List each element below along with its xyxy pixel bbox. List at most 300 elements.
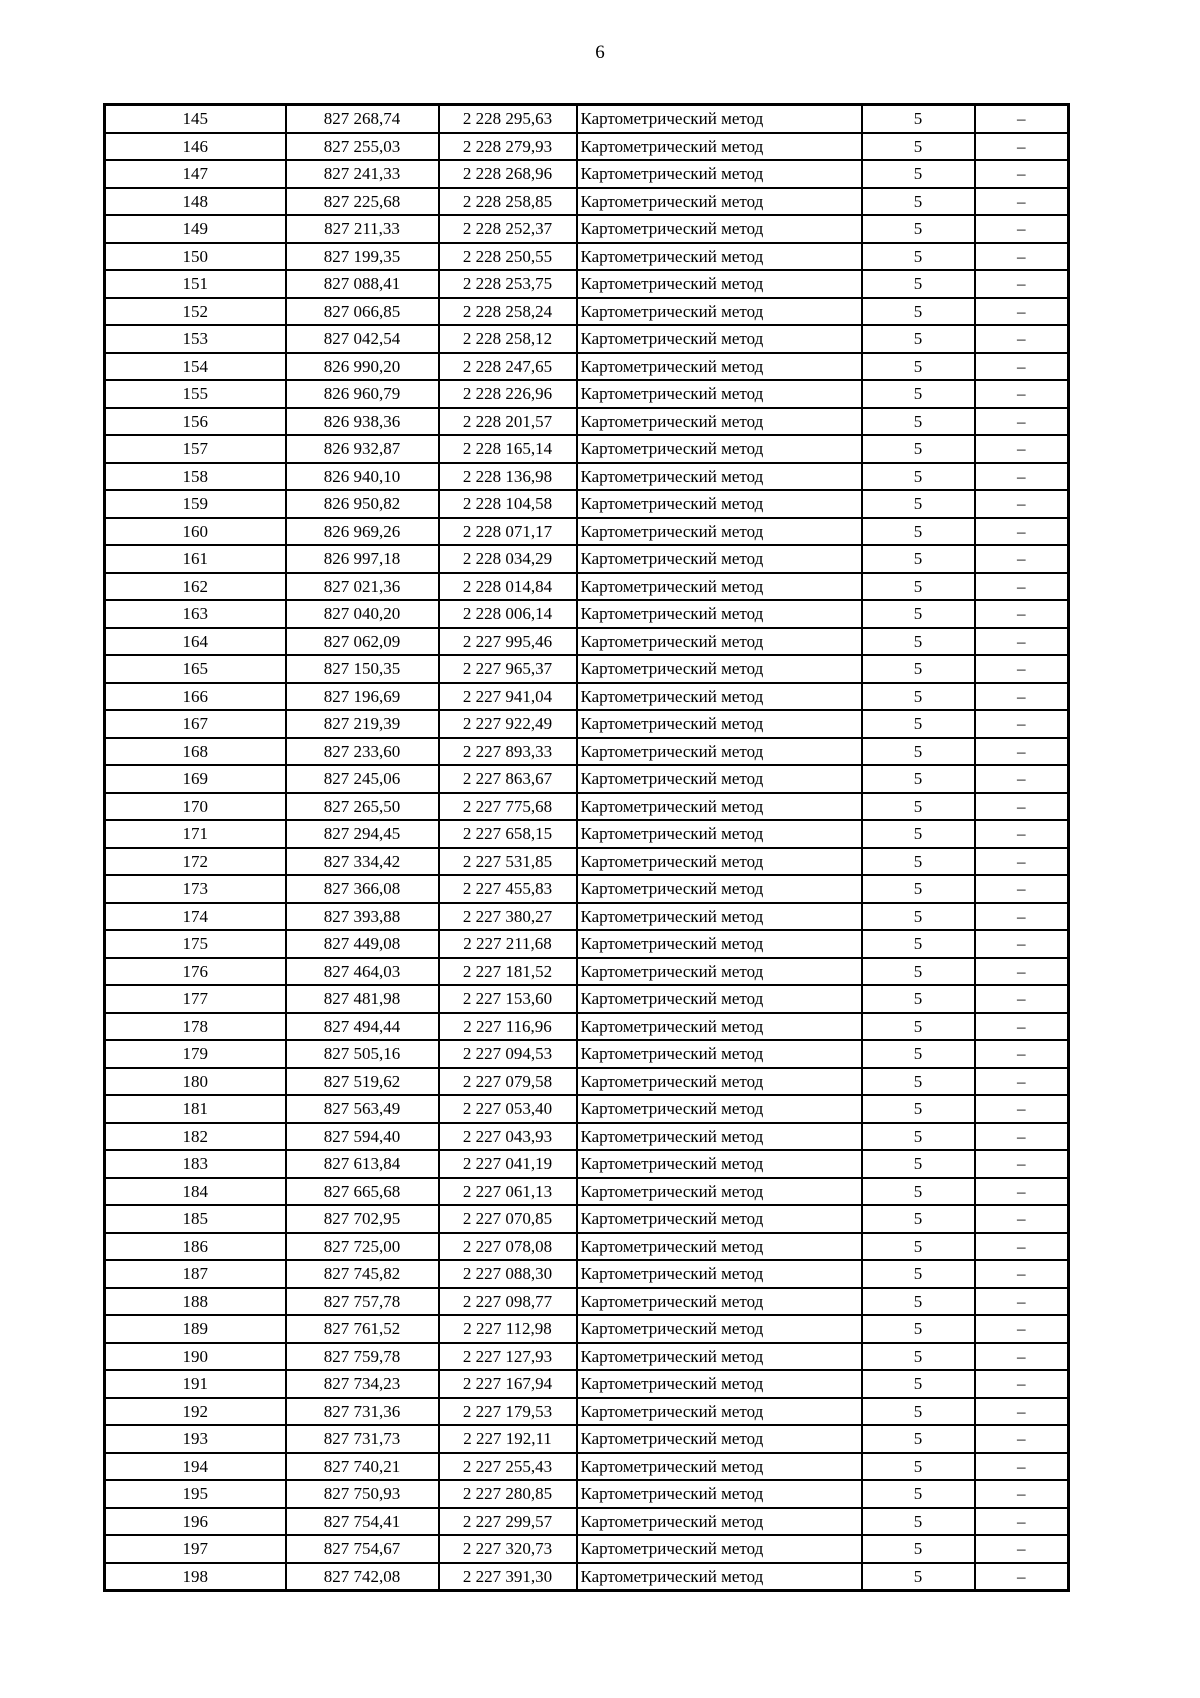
point-number-cell: 183 (105, 1150, 286, 1178)
description-cell: – (975, 1425, 1069, 1453)
precision-cell: 5 (862, 1315, 975, 1343)
method-cell: Картометрический метод (577, 985, 862, 1013)
precision-cell: 5 (862, 765, 975, 793)
y-coordinate-cell: 2 227 380,27 (439, 903, 577, 931)
point-number-cell: 180 (105, 1068, 286, 1096)
point-number-cell: 156 (105, 408, 286, 436)
description-cell: – (975, 463, 1069, 491)
page-number: 6 (595, 42, 605, 63)
y-coordinate-cell: 2 227 088,30 (439, 1260, 577, 1288)
x-coordinate-cell: 827 519,62 (286, 1068, 439, 1096)
precision-cell: 5 (862, 105, 975, 133)
table-row (105, 1480, 1069, 1508)
point-number-cell: 167 (105, 710, 286, 738)
method-cell: Картометрический метод (577, 133, 862, 161)
x-coordinate-cell: 827 366,08 (286, 875, 439, 903)
description-cell: – (975, 903, 1069, 931)
precision-cell: 5 (862, 683, 975, 711)
y-coordinate-cell: 2 227 094,53 (439, 1040, 577, 1068)
precision-cell: 5 (862, 1343, 975, 1371)
description-cell: – (975, 765, 1069, 793)
method-cell: Картометрический метод (577, 188, 862, 216)
description-cell: – (975, 1288, 1069, 1316)
y-coordinate-cell: 2 228 279,93 (439, 133, 577, 161)
description-cell: – (975, 958, 1069, 986)
point-number-cell: 161 (105, 545, 286, 573)
method-cell: Картометрический метод (577, 903, 862, 931)
description-cell: – (975, 738, 1069, 766)
y-coordinate-cell: 2 227 041,19 (439, 1150, 577, 1178)
description-cell: – (975, 1343, 1069, 1371)
description-cell: – (975, 133, 1069, 161)
description-cell: – (975, 380, 1069, 408)
x-coordinate-cell: 826 969,26 (286, 518, 439, 546)
point-number-cell: 182 (105, 1123, 286, 1151)
y-coordinate-cell: 2 227 455,83 (439, 875, 577, 903)
precision-cell: 5 (862, 738, 975, 766)
y-coordinate-cell: 2 227 078,08 (439, 1233, 577, 1261)
point-number-cell: 146 (105, 133, 286, 161)
table-row (105, 1040, 1069, 1068)
table-row (105, 518, 1069, 546)
table-row (105, 1370, 1069, 1398)
y-coordinate-cell: 2 227 167,94 (439, 1370, 577, 1398)
method-cell: Картометрический метод (577, 1123, 862, 1151)
y-coordinate-cell: 2 228 226,96 (439, 380, 577, 408)
method-cell: Картометрический метод (577, 1343, 862, 1371)
point-number-cell: 162 (105, 573, 286, 601)
method-cell: Картометрический метод (577, 380, 862, 408)
x-coordinate-cell: 827 245,06 (286, 765, 439, 793)
precision-cell: 5 (862, 875, 975, 903)
table-row (105, 215, 1069, 243)
x-coordinate-cell: 827 745,82 (286, 1260, 439, 1288)
point-number-cell: 158 (105, 463, 286, 491)
table-row (105, 628, 1069, 656)
description-cell: – (975, 518, 1069, 546)
precision-cell: 5 (862, 930, 975, 958)
x-coordinate-cell: 827 294,45 (286, 820, 439, 848)
y-coordinate-cell: 2 227 299,57 (439, 1508, 577, 1536)
method-cell: Картометрический метод (577, 930, 862, 958)
method-cell: Картометрический метод (577, 848, 862, 876)
description-cell: – (975, 930, 1069, 958)
x-coordinate-cell: 827 754,41 (286, 1508, 439, 1536)
method-cell: Картометрический метод (577, 518, 862, 546)
table-row (105, 408, 1069, 436)
point-number-cell: 176 (105, 958, 286, 986)
point-number-cell: 159 (105, 490, 286, 518)
precision-cell: 5 (862, 600, 975, 628)
description-cell: – (975, 710, 1069, 738)
point-number-cell: 178 (105, 1013, 286, 1041)
point-number-cell: 160 (105, 518, 286, 546)
point-number-cell: 170 (105, 793, 286, 821)
y-coordinate-cell: 2 227 965,37 (439, 655, 577, 683)
x-coordinate-cell: 827 255,03 (286, 133, 439, 161)
y-coordinate-cell: 2 227 153,60 (439, 985, 577, 1013)
method-cell: Картометрический метод (577, 1013, 862, 1041)
table-row (105, 1453, 1069, 1481)
precision-cell: 5 (862, 188, 975, 216)
precision-cell: 5 (862, 1040, 975, 1068)
table-row (105, 1233, 1069, 1261)
table-row (105, 875, 1069, 903)
y-coordinate-cell: 2 227 079,58 (439, 1068, 577, 1096)
x-coordinate-cell: 827 225,68 (286, 188, 439, 216)
x-coordinate-cell: 827 464,03 (286, 958, 439, 986)
y-coordinate-cell: 2 227 112,98 (439, 1315, 577, 1343)
y-coordinate-cell: 2 228 258,85 (439, 188, 577, 216)
method-cell: Картометрический метод (577, 490, 862, 518)
table-row (105, 710, 1069, 738)
description-cell: – (975, 1068, 1069, 1096)
x-coordinate-cell: 827 759,78 (286, 1343, 439, 1371)
y-coordinate-cell: 2 228 104,58 (439, 490, 577, 518)
precision-cell: 5 (862, 545, 975, 573)
method-cell: Картометрический метод (577, 628, 862, 656)
precision-cell: 5 (862, 133, 975, 161)
description-cell: – (975, 353, 1069, 381)
precision-cell: 5 (862, 1288, 975, 1316)
point-number-cell: 194 (105, 1453, 286, 1481)
precision-cell: 5 (862, 958, 975, 986)
precision-cell: 5 (862, 1425, 975, 1453)
method-cell: Картометрический метод (577, 710, 862, 738)
method-cell: Картометрический метод (577, 435, 862, 463)
y-coordinate-cell: 2 227 995,46 (439, 628, 577, 656)
point-number-cell: 169 (105, 765, 286, 793)
y-coordinate-cell: 2 228 250,55 (439, 243, 577, 271)
precision-cell: 5 (862, 1123, 975, 1151)
precision-cell: 5 (862, 243, 975, 271)
x-coordinate-cell: 827 219,39 (286, 710, 439, 738)
point-number-cell: 184 (105, 1178, 286, 1206)
precision-cell: 5 (862, 435, 975, 463)
description-cell: – (975, 325, 1069, 353)
method-cell: Картометрический метод (577, 793, 862, 821)
x-coordinate-cell: 827 725,00 (286, 1233, 439, 1261)
y-coordinate-cell: 2 227 863,67 (439, 765, 577, 793)
x-coordinate-cell: 827 150,35 (286, 655, 439, 683)
point-number-cell: 174 (105, 903, 286, 931)
table-row (105, 133, 1069, 161)
method-cell: Картометрический метод (577, 573, 862, 601)
description-cell: – (975, 1150, 1069, 1178)
precision-cell: 5 (862, 1453, 975, 1481)
y-coordinate-cell: 2 228 252,37 (439, 215, 577, 243)
description-cell: – (975, 1398, 1069, 1426)
precision-cell: 5 (862, 655, 975, 683)
method-cell: Картометрический метод (577, 958, 862, 986)
x-coordinate-cell: 827 062,09 (286, 628, 439, 656)
precision-cell: 5 (862, 1480, 975, 1508)
x-coordinate-cell: 827 211,33 (286, 215, 439, 243)
x-coordinate-cell: 827 233,60 (286, 738, 439, 766)
point-number-cell: 181 (105, 1095, 286, 1123)
x-coordinate-cell: 826 990,20 (286, 353, 439, 381)
x-coordinate-cell: 827 754,67 (286, 1535, 439, 1563)
x-coordinate-cell: 827 199,35 (286, 243, 439, 271)
method-cell: Картометрический метод (577, 298, 862, 326)
precision-cell: 5 (862, 463, 975, 491)
point-number-cell: 191 (105, 1370, 286, 1398)
x-coordinate-cell: 826 997,18 (286, 545, 439, 573)
x-coordinate-cell: 827 241,33 (286, 160, 439, 188)
method-cell: Картометрический метод (577, 738, 862, 766)
description-cell: – (975, 160, 1069, 188)
description-cell: – (975, 600, 1069, 628)
precision-cell: 5 (862, 1178, 975, 1206)
method-cell: Картометрический метод (577, 683, 862, 711)
y-coordinate-cell: 2 227 192,11 (439, 1425, 577, 1453)
table-row (105, 380, 1069, 408)
table-row (105, 188, 1069, 216)
description-cell: – (975, 1123, 1069, 1151)
method-cell: Картометрический метод (577, 1233, 862, 1261)
x-coordinate-cell: 827 449,08 (286, 930, 439, 958)
method-cell: Картометрический метод (577, 1370, 862, 1398)
point-number-cell: 175 (105, 930, 286, 958)
point-number-cell: 190 (105, 1343, 286, 1371)
table-row (105, 1563, 1069, 1591)
y-coordinate-cell: 2 227 070,85 (439, 1205, 577, 1233)
table-row (105, 1095, 1069, 1123)
method-cell: Картометрический метод (577, 353, 862, 381)
y-coordinate-cell: 2 227 116,96 (439, 1013, 577, 1041)
precision-cell: 5 (862, 1205, 975, 1233)
method-cell: Картометрический метод (577, 408, 862, 436)
precision-cell: 5 (862, 1013, 975, 1041)
point-number-cell: 165 (105, 655, 286, 683)
table-row (105, 1178, 1069, 1206)
method-cell: Картометрический метод (577, 655, 862, 683)
table-row (105, 765, 1069, 793)
precision-cell: 5 (862, 1563, 975, 1591)
x-coordinate-cell: 826 960,79 (286, 380, 439, 408)
point-number-cell: 196 (105, 1508, 286, 1536)
x-coordinate-cell: 827 613,84 (286, 1150, 439, 1178)
table-row (105, 1343, 1069, 1371)
point-number-cell: 164 (105, 628, 286, 656)
x-coordinate-cell: 827 702,95 (286, 1205, 439, 1233)
x-coordinate-cell: 827 594,40 (286, 1123, 439, 1151)
x-coordinate-cell: 827 740,21 (286, 1453, 439, 1481)
y-coordinate-cell: 2 228 258,24 (439, 298, 577, 326)
point-number-cell: 186 (105, 1233, 286, 1261)
point-number-cell: 179 (105, 1040, 286, 1068)
table-row (105, 243, 1069, 271)
precision-cell: 5 (862, 518, 975, 546)
table-row (105, 545, 1069, 573)
table-row (105, 573, 1069, 601)
x-coordinate-cell: 827 505,16 (286, 1040, 439, 1068)
point-number-cell: 173 (105, 875, 286, 903)
y-coordinate-cell: 2 227 127,93 (439, 1343, 577, 1371)
point-number-cell: 168 (105, 738, 286, 766)
description-cell: – (975, 188, 1069, 216)
table-row (105, 1398, 1069, 1426)
y-coordinate-cell: 2 227 320,73 (439, 1535, 577, 1563)
x-coordinate-cell: 827 731,36 (286, 1398, 439, 1426)
description-cell: – (975, 1453, 1069, 1481)
description-cell: – (975, 270, 1069, 298)
y-coordinate-cell: 2 227 391,30 (439, 1563, 577, 1591)
x-coordinate-cell: 827 066,85 (286, 298, 439, 326)
table-row (105, 738, 1069, 766)
description-cell: – (975, 985, 1069, 1013)
description-cell: – (975, 298, 1069, 326)
x-coordinate-cell: 827 481,98 (286, 985, 439, 1013)
table-row (105, 958, 1069, 986)
description-cell: – (975, 435, 1069, 463)
x-coordinate-cell: 827 393,88 (286, 903, 439, 931)
table-row (105, 1260, 1069, 1288)
y-coordinate-cell: 2 228 136,98 (439, 463, 577, 491)
table-row (105, 435, 1069, 463)
method-cell: Картометрический метод (577, 1315, 862, 1343)
x-coordinate-cell: 827 268,74 (286, 105, 439, 133)
y-coordinate-cell: 2 228 006,14 (439, 600, 577, 628)
point-number-cell: 198 (105, 1563, 286, 1591)
precision-cell: 5 (862, 793, 975, 821)
point-number-cell: 188 (105, 1288, 286, 1316)
point-number-cell: 157 (105, 435, 286, 463)
method-cell: Картометрический метод (577, 1425, 862, 1453)
table-row (105, 985, 1069, 1013)
point-number-cell: 149 (105, 215, 286, 243)
point-number-cell: 197 (105, 1535, 286, 1563)
precision-cell: 5 (862, 1260, 975, 1288)
description-cell: – (975, 243, 1069, 271)
precision-cell: 5 (862, 1398, 975, 1426)
precision-cell: 5 (862, 325, 975, 353)
method-cell: Картометрический метод (577, 1260, 862, 1288)
precision-cell: 5 (862, 380, 975, 408)
x-coordinate-cell: 827 563,49 (286, 1095, 439, 1123)
method-cell: Картометрический метод (577, 1150, 862, 1178)
x-coordinate-cell: 827 265,50 (286, 793, 439, 821)
method-cell: Картометрический метод (577, 1178, 862, 1206)
method-cell: Картометрический метод (577, 820, 862, 848)
description-cell: – (975, 1563, 1069, 1591)
y-coordinate-cell: 2 228 253,75 (439, 270, 577, 298)
description-cell: – (975, 408, 1069, 436)
method-cell: Картометрический метод (577, 1095, 862, 1123)
description-cell: – (975, 1013, 1069, 1041)
y-coordinate-cell: 2 228 165,14 (439, 435, 577, 463)
precision-cell: 5 (862, 820, 975, 848)
precision-cell: 5 (862, 160, 975, 188)
description-cell: – (975, 1260, 1069, 1288)
y-coordinate-cell: 2 227 053,40 (439, 1095, 577, 1123)
y-coordinate-cell: 2 228 034,29 (439, 545, 577, 573)
precision-cell: 5 (862, 985, 975, 1013)
method-cell: Картометрический метод (577, 270, 862, 298)
method-cell: Картометрический метод (577, 160, 862, 188)
method-cell: Картометрический метод (577, 243, 862, 271)
point-number-cell: 187 (105, 1260, 286, 1288)
method-cell: Картометрический метод (577, 325, 862, 353)
method-cell: Картометрический метод (577, 463, 862, 491)
coordinates-table-body (105, 105, 1069, 1591)
x-coordinate-cell: 827 757,78 (286, 1288, 439, 1316)
point-number-cell: 177 (105, 985, 286, 1013)
x-coordinate-cell: 827 731,73 (286, 1425, 439, 1453)
x-coordinate-cell: 827 042,54 (286, 325, 439, 353)
table-row (105, 793, 1069, 821)
y-coordinate-cell: 2 227 280,85 (439, 1480, 577, 1508)
table-row (105, 600, 1069, 628)
table-row (105, 848, 1069, 876)
method-cell: Картометрический метод (577, 1535, 862, 1563)
point-number-cell: 151 (105, 270, 286, 298)
method-cell: Картометрический метод (577, 875, 862, 903)
y-coordinate-cell: 2 228 258,12 (439, 325, 577, 353)
y-coordinate-cell: 2 227 179,53 (439, 1398, 577, 1426)
description-cell: – (975, 1205, 1069, 1233)
precision-cell: 5 (862, 903, 975, 931)
description-cell: – (975, 1095, 1069, 1123)
method-cell: Картометрический метод (577, 545, 862, 573)
y-coordinate-cell: 2 228 014,84 (439, 573, 577, 601)
point-number-cell: 145 (105, 105, 286, 133)
y-coordinate-cell: 2 227 941,04 (439, 683, 577, 711)
method-cell: Картометрический метод (577, 1508, 862, 1536)
method-cell: Картометрический метод (577, 1480, 862, 1508)
table-row (105, 1535, 1069, 1563)
precision-cell: 5 (862, 848, 975, 876)
description-cell: – (975, 1480, 1069, 1508)
description-cell: – (975, 655, 1069, 683)
point-number-cell: 154 (105, 353, 286, 381)
x-coordinate-cell: 827 021,36 (286, 573, 439, 601)
y-coordinate-cell: 2 228 268,96 (439, 160, 577, 188)
x-coordinate-cell: 827 040,20 (286, 600, 439, 628)
point-number-cell: 163 (105, 600, 286, 628)
point-number-cell: 147 (105, 160, 286, 188)
x-coordinate-cell: 827 088,41 (286, 270, 439, 298)
method-cell: Картометрический метод (577, 1205, 862, 1233)
table-row (105, 325, 1069, 353)
point-number-cell: 195 (105, 1480, 286, 1508)
table-row (105, 1508, 1069, 1536)
table-row (105, 820, 1069, 848)
precision-cell: 5 (862, 710, 975, 738)
table-row (105, 490, 1069, 518)
point-number-cell: 155 (105, 380, 286, 408)
y-coordinate-cell: 2 227 181,52 (439, 958, 577, 986)
table-row (105, 1425, 1069, 1453)
description-cell: – (975, 683, 1069, 711)
method-cell: Картометрический метод (577, 600, 862, 628)
x-coordinate-cell: 827 742,08 (286, 1563, 439, 1591)
y-coordinate-cell: 2 227 043,93 (439, 1123, 577, 1151)
table-row (105, 463, 1069, 491)
description-cell: – (975, 215, 1069, 243)
description-cell: – (975, 820, 1069, 848)
description-cell: – (975, 105, 1069, 133)
precision-cell: 5 (862, 1508, 975, 1536)
table-row (105, 160, 1069, 188)
table-row (105, 353, 1069, 381)
x-coordinate-cell: 827 750,93 (286, 1480, 439, 1508)
x-coordinate-cell: 827 196,69 (286, 683, 439, 711)
point-number-cell: 152 (105, 298, 286, 326)
table-row (105, 683, 1069, 711)
precision-cell: 5 (862, 298, 975, 326)
method-cell: Картометрический метод (577, 1068, 862, 1096)
